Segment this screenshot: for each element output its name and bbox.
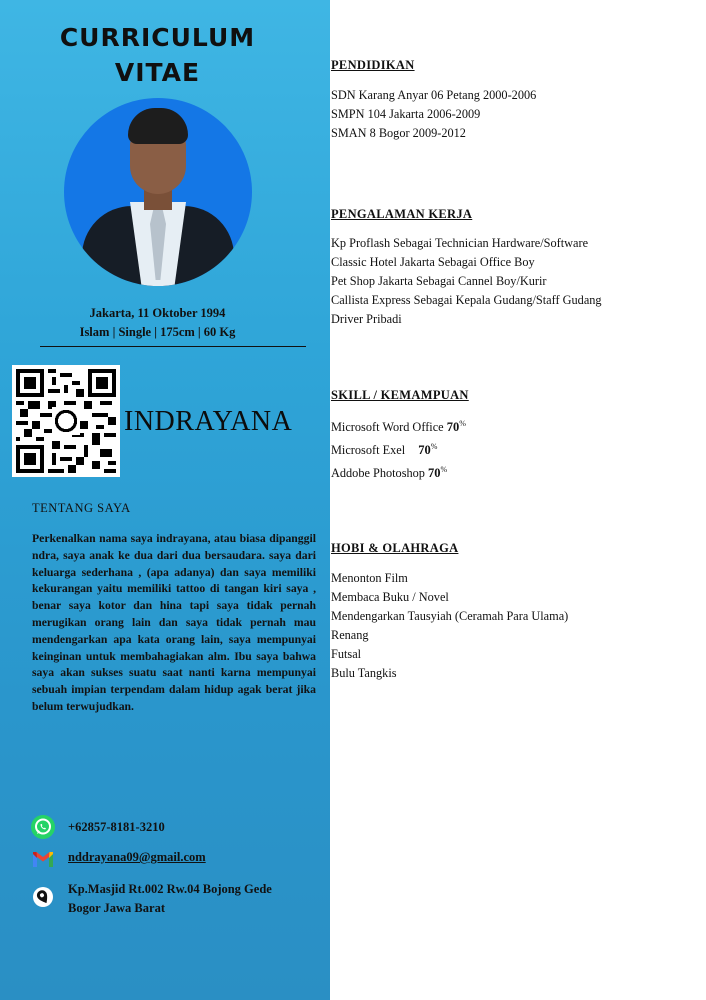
divider (40, 346, 306, 347)
full-name: INDRAYANA (124, 406, 293, 437)
gmail-icon (30, 846, 56, 872)
address (68, 880, 272, 918)
address-line1: Kp.Masjid Rt.002 Rw.04 Bojong Gede (68, 882, 272, 896)
experience-item: Driver Pribadi (331, 312, 402, 326)
hobby-item: Membaca Buku / Novel (331, 590, 449, 604)
cv-title-line2: VITAE (114, 58, 201, 87)
hobby-item: Futsal (331, 647, 362, 661)
experience-item: Pet Shop Jakarta Sebagai Cannel Boy/Kurir (331, 274, 547, 288)
skills-title: SKILL / KEMAMPUAN (331, 388, 469, 402)
education-item: SMAN 8 Bogor 2009-2012 (331, 126, 466, 140)
qr-code (12, 365, 120, 477)
experience-item: Kp Proflash Sebagai Technician Hardware/Software (331, 236, 589, 250)
hobby-item: Renang (331, 628, 369, 642)
skills-section (331, 388, 469, 483)
birth-info: Jakarta, 11 Oktober 1994 (89, 306, 226, 320)
address-line2: Bogor Jawa Barat (68, 901, 165, 915)
phone-number: +62857-8181-3210 (68, 820, 165, 834)
about-title: TENTANG SAYA (32, 501, 131, 515)
skill-name: Addobe Photoshop (331, 466, 425, 481)
hobbies-title: HOBI & OLAHRAGA (331, 541, 459, 555)
skill-name: Microsoft Word Office (331, 420, 444, 435)
whatsapp-icon (30, 814, 56, 840)
education-item: SDN Karang Anyar 06 Petang 2000-2006 (331, 88, 537, 102)
education-item: SMPN 104 Jakarta 2006-2009 (331, 107, 481, 121)
experience-title: PENGALAMAN KERJA (331, 207, 473, 221)
cv-title-line1: CURRICULUM (59, 23, 256, 52)
experience-section (331, 207, 602, 329)
hobby-item: Bulu Tangkis (331, 666, 397, 680)
cv-title (30, 20, 285, 90)
skill-item (331, 414, 469, 437)
skill-value: 70% (428, 465, 448, 481)
location-icon (30, 884, 56, 910)
experience-item: Classic Hotel Jakarta Sebagai Office Boy (331, 255, 535, 269)
skill-item (331, 437, 469, 460)
hobby-item: Mendengarkan Tausyiah (Ceramah Para Ulama) (331, 609, 569, 623)
hobby-item: Menonton Film (331, 571, 408, 585)
hobbies-section (331, 541, 568, 683)
skill-name: Microsoft Exel (331, 443, 406, 458)
skill-item (331, 460, 469, 483)
experience-item: Callista Express Sebagai Kepala Gudang/Staff Gudang (331, 293, 602, 307)
about-text: Perkenalkan nama saya indrayana, atau biasa dipanggil ndra, saya anak ke dua dari dua bersaudara. saya dari keluarga sederhana , (apa adanya) dan saya memiliki kekurangan yaitu memiliki tattoo di tangan kiri saya , benar saya kotor dan hina tapi saya tidak pernah merugikan orang lain dan saya tidak pernah mau mendengarkan apa kata orang lain, saya mempunyai keinginan untuk membahagiakan alm. Ibu saya bahwa saya akan sukses suatu saat nanti karna mempunyai sebuah impian terpendam dalam hidup agak berat jika belum terwujudkan. (32, 532, 316, 713)
education-section (331, 58, 536, 143)
left-panel (0, 0, 330, 1000)
skill-value: 70% (418, 442, 438, 458)
education-title: PENDIDIKAN (331, 58, 415, 72)
personal-details: Islam | Single | 175cm | 60 Kg (79, 325, 236, 339)
profile-photo (64, 98, 252, 286)
skill-value: 70% (446, 419, 466, 435)
email-address[interactable]: nddrayana09@gmail.com (68, 850, 206, 864)
